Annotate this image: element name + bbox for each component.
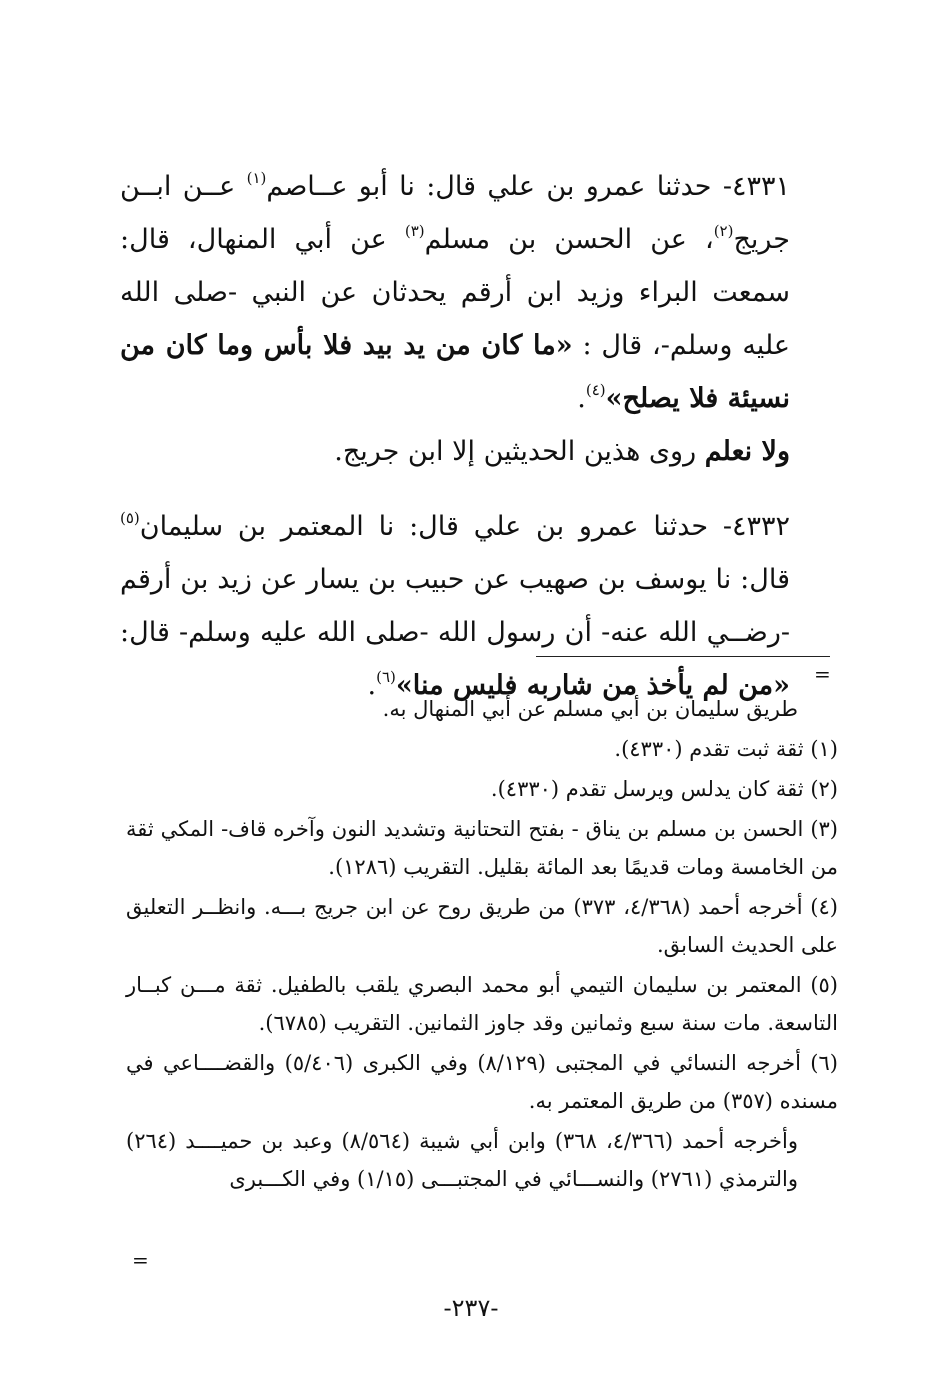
continuation-mark-bottom: = xyxy=(132,1248,149,1272)
footnote-ref-2[interactable]: (٢) xyxy=(713,222,734,240)
hadith-4332-end: . xyxy=(367,670,377,701)
hadith-4331-quote: «ما كان من يد بيد فلا بأس وما كان من نسيئة فلا يصلح» xyxy=(120,330,790,414)
hadith-4331-intro: ٤٣٣١- حدثنا عمرو بن علي قال: نا أبو عــاصم xyxy=(266,171,790,202)
footnote-ref-3[interactable]: (٣) xyxy=(404,222,425,240)
footnote-4: (٤) أخرجه أحمد (٤/٣٦٨، ٣٧٣) من طريق روح عن ابن جريج بـــه. وانظــر التعليق على الحديث السابق. xyxy=(126,895,838,957)
remark-line xyxy=(120,425,830,478)
footnote-6-continued: وأخرجه أحمد (٤/٣٦٦، ٣٦٨) وابن أبي شيبة (٨/٥٦٤) وعبد بن حميــــد (٢٦٤) والترمذي (٢٧٦١) والنســـائي في المجتبـــى (١/١٥) وفي الكـــبرى xyxy=(126,1129,799,1191)
hadith-4331-end: . xyxy=(577,383,586,414)
hadith-4332-text: قال: نا يوسف بن صهيب عن حبيب بن يسار عن زيد بن أرقم -رضــي الله عنه- أن رسول الله -صلى الله عليه وسلم- قال: xyxy=(120,564,790,648)
remark-bold: ولا نعلم xyxy=(704,436,790,467)
footnotes xyxy=(126,690,838,1200)
footnote-1: (١) ثقة ثبت تقدم (٤٣٣٠). xyxy=(614,737,838,761)
hadith-4332-quote: «من لم يأخذ من شاربه فليس منا» xyxy=(395,670,790,701)
hadith-4332-intro: ٤٣٣٢- حدثنا عمرو بن علي قال: نا المعتمر بن سليمان xyxy=(139,511,790,542)
footnote-ref-1[interactable]: (١) xyxy=(246,169,267,187)
hadith-4331 xyxy=(120,160,830,425)
footnote-5: (٥) المعتمر بن سليمان التيمي أبو محمد البصري يلقب بالطفيل. ثقة مـــن كبــار التاسعة. مات سنة سبع وثمانين وقد جاوز الثمانين. التقريب (٦٧٨٥). xyxy=(126,973,838,1035)
hadith-4331-text-2: ، عن الحسن بن مسلم xyxy=(424,224,714,255)
main-text xyxy=(120,160,830,716)
hadith-4332 xyxy=(120,500,830,712)
footnote-6: (٦) أخرجه النسائي في المجتبى (٨/١٢٩) وفي الكبرى (٥/٤٠٦) والقضــــاعي في مسنده (٣٥٧) من طريق المعتمر به. xyxy=(126,1051,838,1113)
footnote-ref-5[interactable]: (٥) xyxy=(120,509,140,527)
page-number: -٢٣٧- xyxy=(443,1294,499,1322)
remark-text: روى هذين الحديثين إلا ابن جريج. xyxy=(334,436,705,467)
footnote-ref-4[interactable]: (٤) xyxy=(585,381,606,399)
footnote-2: (٢) ثقة كان يدلس ويرسل تقدم (٤٣٣٠). xyxy=(490,777,838,801)
continuation-mark-top: = xyxy=(814,662,831,686)
hadith-4331-text-3: عن أبي المنهال، قال: سمعت البراء وزيد ابن أرقم يحدثان عن النبي -صلى الله عليه وسلم-، قال : xyxy=(120,224,790,361)
footnote-carryover: طريق سليمان بن أبي مسلم عن أبي المنهال به. xyxy=(382,697,798,721)
footnote-separator xyxy=(536,656,830,657)
hadith-4331-text-1: عــن ابــن جريج xyxy=(120,171,790,255)
footnote-ref-6[interactable]: (٦) xyxy=(376,668,396,686)
footnote-3: (٣) الحسن بن مسلم بن يناق - بفتح التحتانية وتشديد النون وآخره قاف- المكي ثقة من الخامسة ومات قديمًا بعد المائة بقليل. التقريب (١٢٨٦). xyxy=(126,817,838,879)
